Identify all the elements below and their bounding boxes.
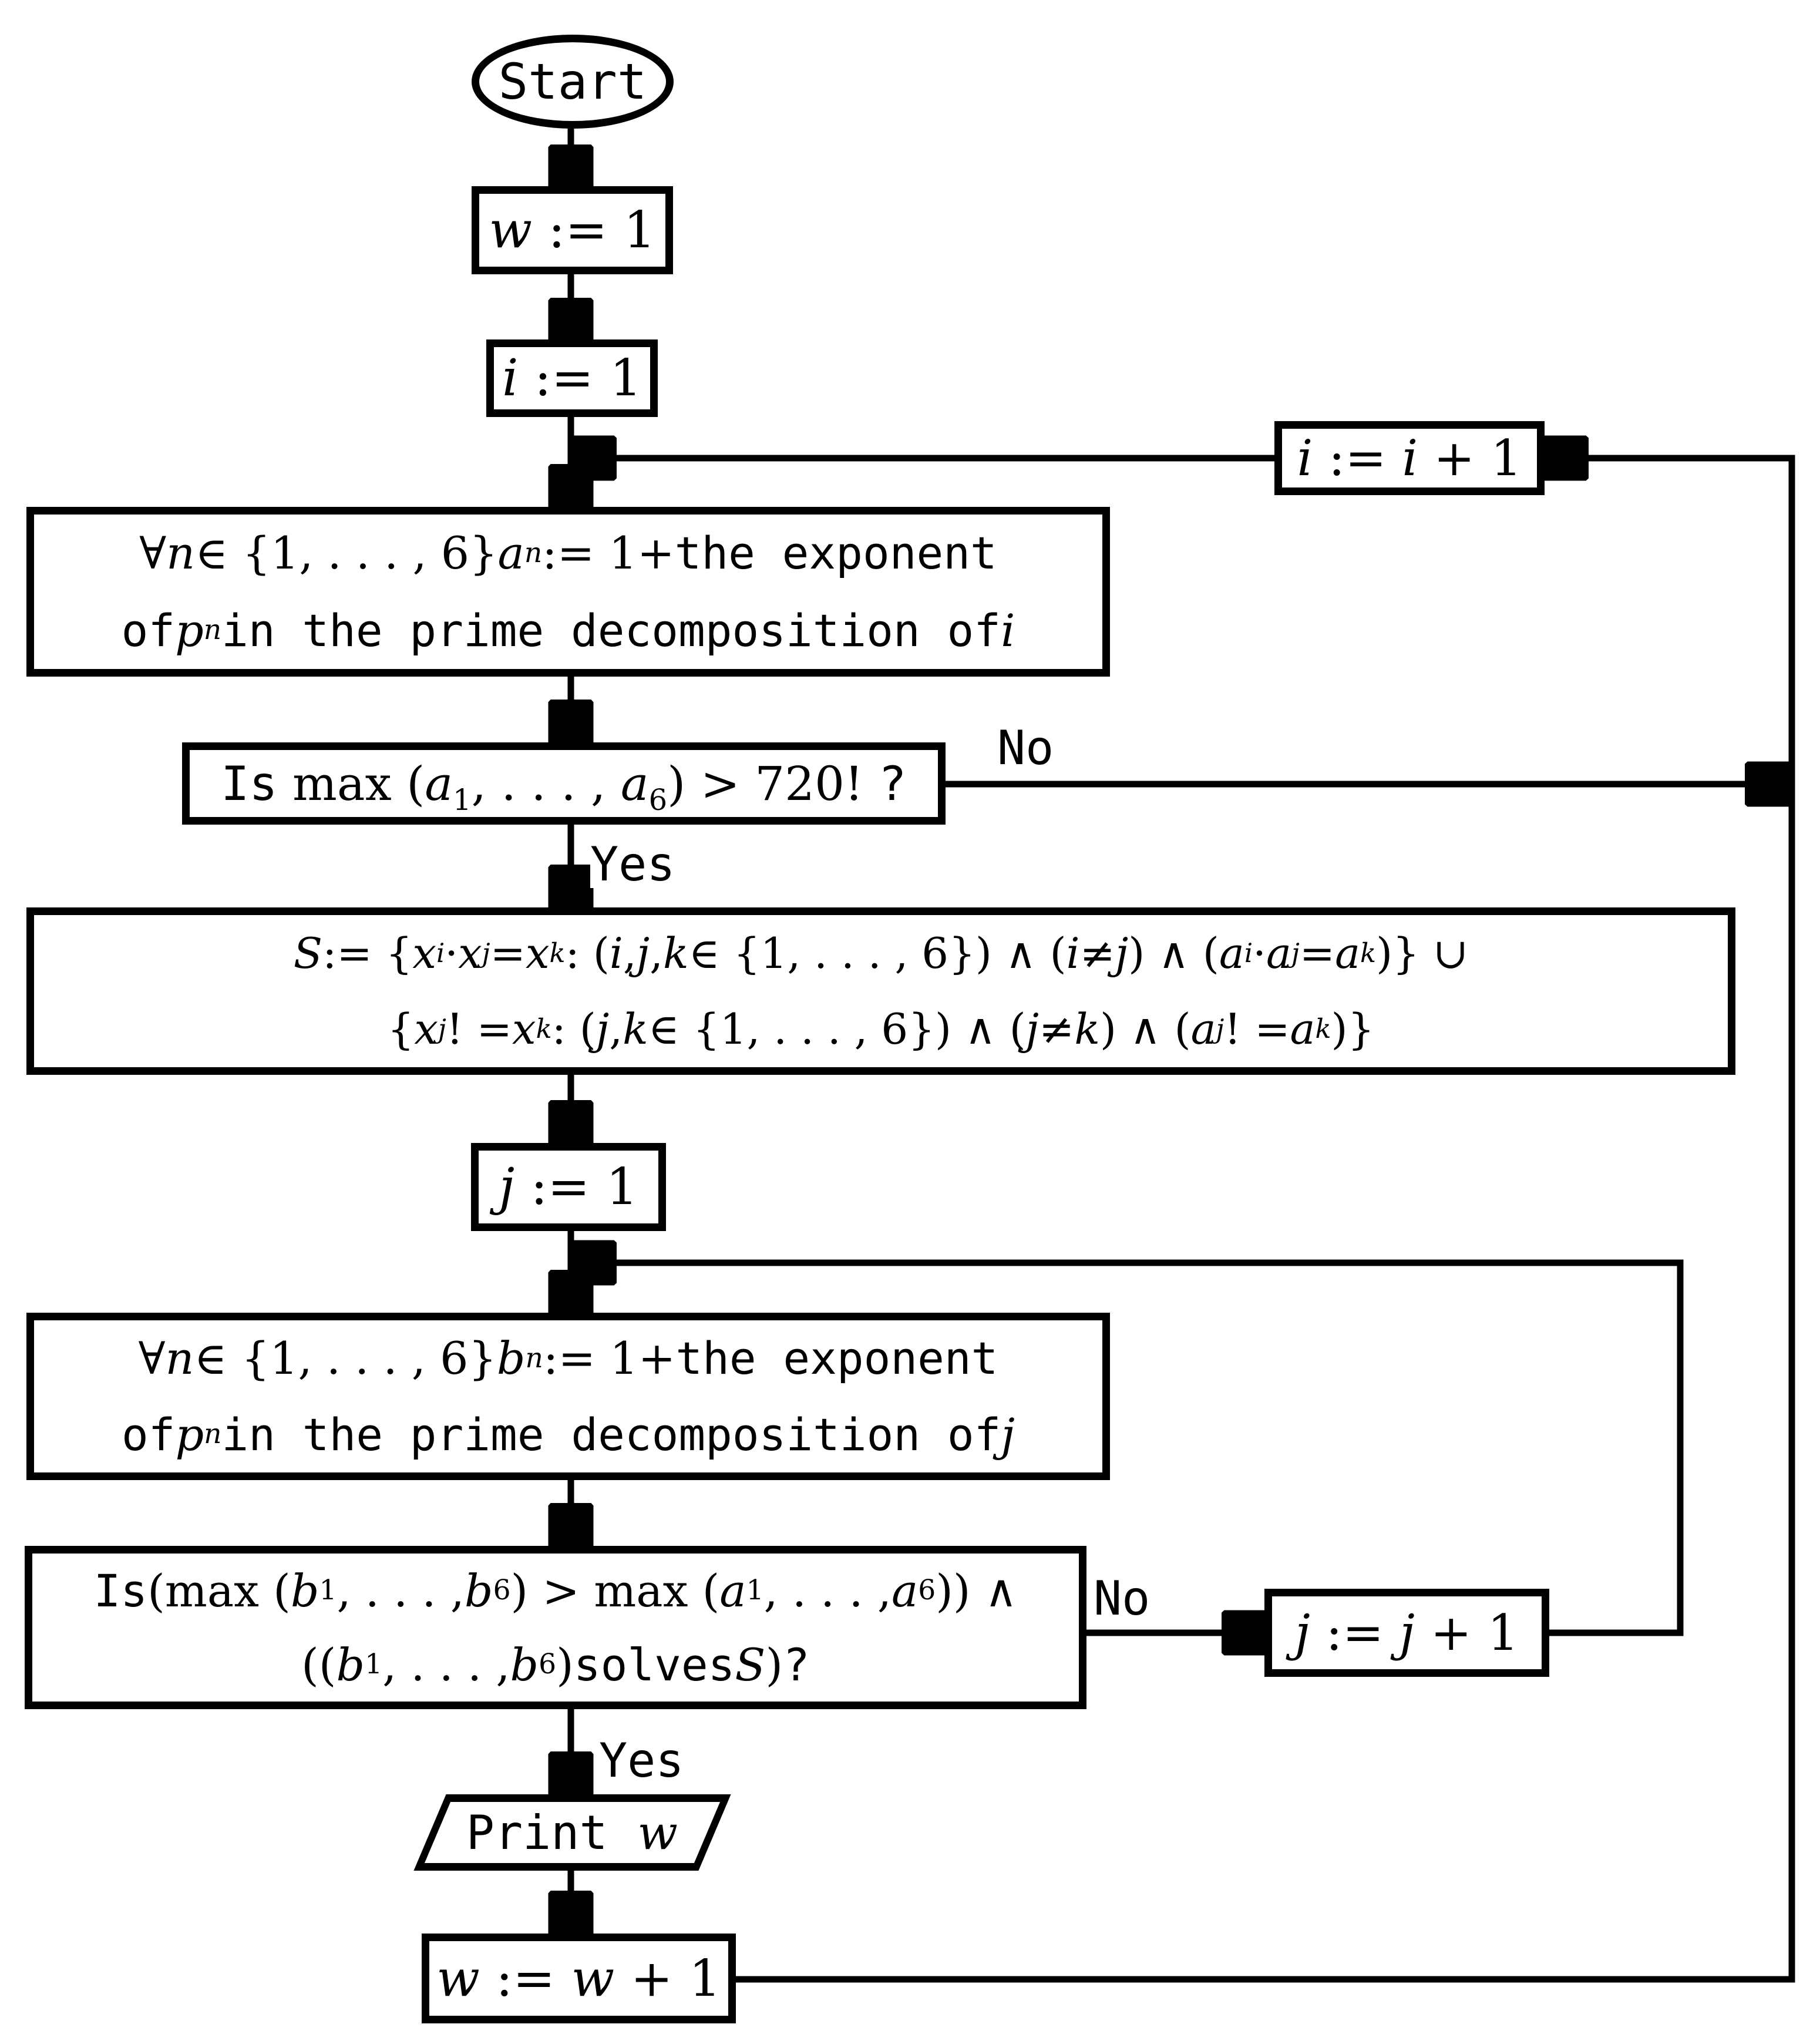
process-increment-w <box>422 1934 736 2023</box>
compute-b-line1: ∀ n ∈ {1, . . . , 6} b n := 1+ the exponent <box>138 1332 998 1385</box>
start-terminal <box>472 35 674 129</box>
set-i-label: i := 1 <box>502 349 642 408</box>
increment-j-label: j := j + 1 <box>1294 1604 1519 1662</box>
increment-w-label: w := w + 1 <box>436 1949 721 2008</box>
set-w-label: w := 1 <box>489 201 656 260</box>
compute-b-line2: of p n in the prime decomposition of j <box>121 1408 1015 1461</box>
start-label: Start <box>498 53 647 110</box>
process-compute-a <box>26 507 1110 677</box>
compute-a-line2: of p n in the prime decomposition of i <box>121 604 1015 657</box>
set-j-label: j := 1 <box>499 1158 638 1216</box>
build-s-line1: S := { x i · x j = x k : ( i , j , k ∈ {1, . . . , 6}) ∧ ( i ≠ j ) ∧ ( a i · a j = a k )} ∪ <box>293 928 1469 978</box>
process-increment-i <box>1274 421 1545 495</box>
edge-label-no-test-b: No <box>1094 1571 1150 1626</box>
decision-test-a <box>182 742 946 825</box>
edge-label-yes-test-a: Yes <box>590 837 675 892</box>
test-b-line1: Is (max ( b 1 , . . . , b 6 ) > max ( a 1 , . . . , a 6 )) ∧ <box>93 1564 1018 1617</box>
process-compute-b <box>26 1313 1110 1480</box>
process-set-w <box>472 186 673 274</box>
edge-inc-w-loop-to-inc-i <box>736 458 1792 1979</box>
test-a-label: Is $\max (a_1$, . . . , $a_6) > 720$! ? <box>221 756 907 817</box>
compute-a-line1: ∀ n ∈ {1, . . . , 6} a n := 1+ the exponent <box>139 527 997 580</box>
decision-test-b <box>25 1546 1086 1709</box>
process-increment-j <box>1264 1589 1549 1677</box>
increment-i-label: i := i + 1 <box>1297 429 1522 487</box>
process-set-j <box>471 1143 666 1231</box>
edge-label-yes-test-b: Yes <box>599 1733 684 1788</box>
io-print-w <box>413 1794 731 1871</box>
build-s-line2: { x j ! = x k : ( j , k ∈ {1, . . . , 6}) ∧ ( j ≠ k ) ∧ ( a j ! = a k )} <box>387 1004 1375 1054</box>
process-set-i <box>486 339 658 417</box>
print-w-label: Print w <box>466 1805 678 1860</box>
test-b-line2: (( b 1 , . . . , b 6 ) solves S ) ? <box>301 1638 810 1691</box>
process-build-system-s <box>26 907 1735 1075</box>
edge-label-no-test-a: No <box>997 721 1054 775</box>
